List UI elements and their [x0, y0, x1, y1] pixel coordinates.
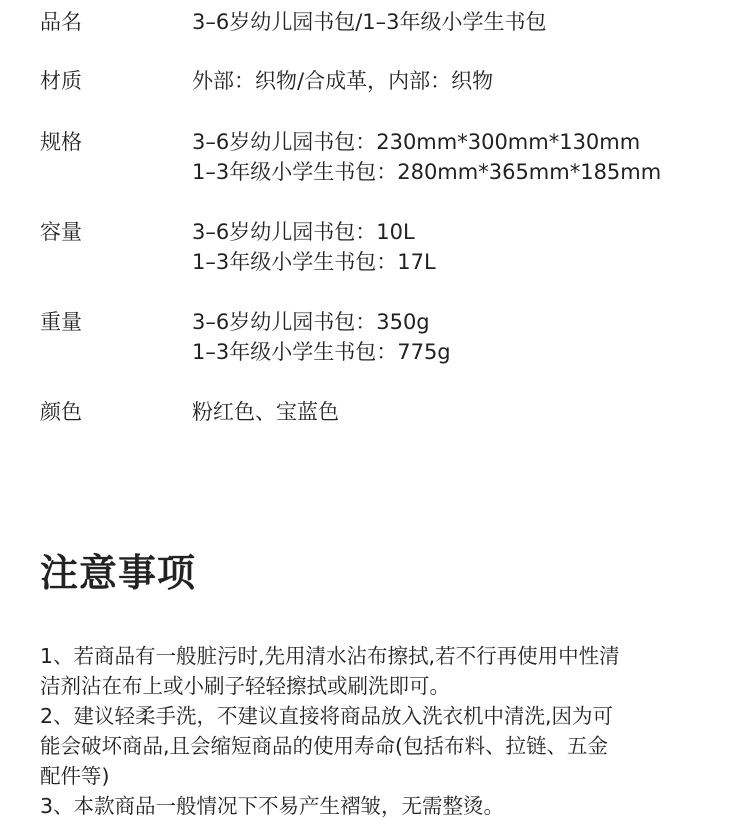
notice-line: 3、本款商品一般情况下不易产生褶皱，无需整烫。 — [40, 794, 505, 818]
spec-values — [192, 7, 547, 37]
spec-label: 容量 — [40, 220, 82, 244]
spec-value: 粉红色、宝蓝色 — [192, 400, 339, 424]
spec-value: 外部：织物/合成革，内部：织物 — [192, 69, 494, 93]
notice-line: 配件等) — [40, 764, 110, 788]
spec-value: 3–6岁幼儿园书包：230mm*300mm*130mm — [192, 130, 641, 154]
spec-value: 3–6岁幼儿园书包/1–3年级小学生书包 — [192, 10, 547, 34]
notice-body — [40, 641, 730, 821]
notice-line: 洁剂沾在布上或小刷子轻轻擦拭或刷洗即可。 — [40, 674, 450, 698]
spec-label: 规格 — [40, 130, 82, 154]
notice-title: 注意事项 — [40, 551, 197, 595]
spec-label: 品名 — [40, 10, 82, 34]
spec-value: 3–6岁幼儿园书包：350g — [192, 310, 430, 334]
spec-label: 重量 — [40, 310, 82, 334]
spec-values — [192, 397, 339, 427]
spec-label: 材质 — [40, 69, 82, 93]
spec-values — [192, 307, 451, 367]
spec-values — [192, 127, 661, 187]
spec-value: 1–3年级小学生书包：17L — [192, 250, 436, 274]
spec-label: 颜色 — [40, 400, 82, 424]
spec-values — [192, 66, 493, 96]
spec-value: 3–6岁幼儿园书包：10L — [192, 220, 415, 244]
spec-values — [192, 217, 436, 277]
notice-line: 1、若商品有一般脏污时,先用清水沾布擦拭,若不行再使用中性清 — [40, 644, 620, 668]
notice-line: 能会破坏商品,且会缩短商品的使用寿命(包括布料、拉链、五金 — [40, 734, 609, 758]
notice-line: 2、建议轻柔手洗，不建议直接将商品放入洗衣机中清洗,因为可 — [40, 704, 614, 728]
spec-value: 1–3年级小学生书包：280mm*365mm*185mm — [192, 160, 662, 184]
spec-value: 1–3年级小学生书包：775g — [192, 340, 451, 364]
